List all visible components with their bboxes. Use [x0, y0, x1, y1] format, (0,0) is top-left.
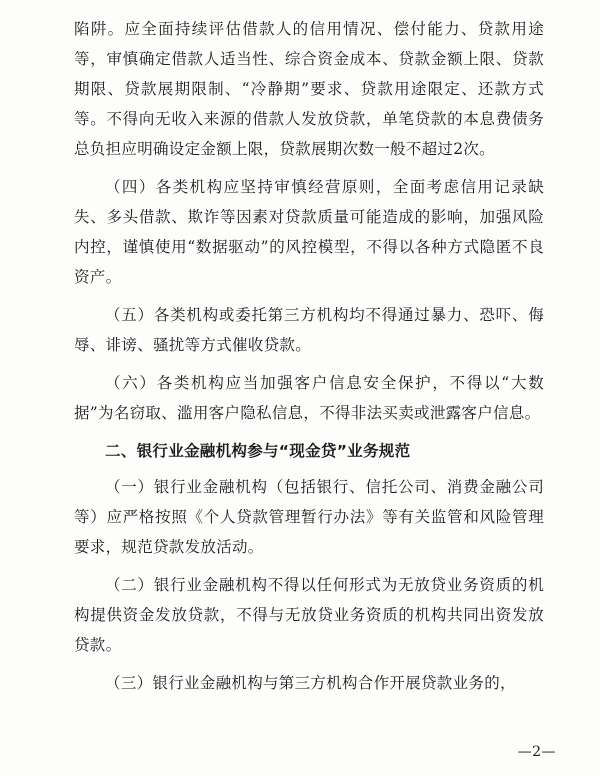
paragraph-section2-item-1: （一）银行业金融机构（包括银行、信托公司、消费金融公司等）应严格按照《个人贷款管理暂行办法》等有关监管和风险管理要求，规范贷款发放活动。: [74, 478, 544, 556]
paragraph-section2-item-2: （二）银行业金融机构不得以任何形式为无放贷业务资质的机构提供资金发放贷款，不得与无放贷业务资质的机构共同出资发放贷款。: [74, 576, 544, 654]
section-heading-2: 二、银行业金融机构参与“现金贷”业务规范: [105, 442, 411, 460]
paragraph-item-5: （五）各类机构或委托第三方机构均不得通过暴力、恐吓、侮辱、诽谤、骚扰等方式催收贷款。: [74, 306, 544, 354]
paragraph-item-4: （四）各类机构应坚持审慎经营原则，全面考虑信用记录缺失、多头借款、欺诈等因素对贷款质量可能造成的影响，加强风险内控，谨慎使用“数据驱动”的风控模型，不得以各种方式隐匿不良资产。: [74, 178, 544, 286]
paragraph-continuation: 陷阱。应全面持续评估借款人的信用情况、偿付能力、贷款用途等，审慎确定借款人适当性、综合资金成本、贷款金额上限、贷款期限、贷款展期限制、“冷静期”要求、贷款用途限定、还款方式等。不得向无收入来源的借款人发放贷款，单笔贷款的本息费债务总负担应明确设定金额上限，贷款展期次数一般不超过2次。: [74, 20, 544, 158]
paragraph-item-6: （六）各类机构应当加强客户信息安全保护，不得以“大数据”为名窃取、滥用客户隐私信息，不得非法买卖或泄露客户信息。: [74, 374, 544, 422]
paragraph-section2-item-3: （三）银行业金融机构与第三方机构合作开展贷款业务的，: [105, 674, 516, 692]
document-body: [74, 14, 544, 706]
page-number: —2—: [517, 744, 556, 760]
